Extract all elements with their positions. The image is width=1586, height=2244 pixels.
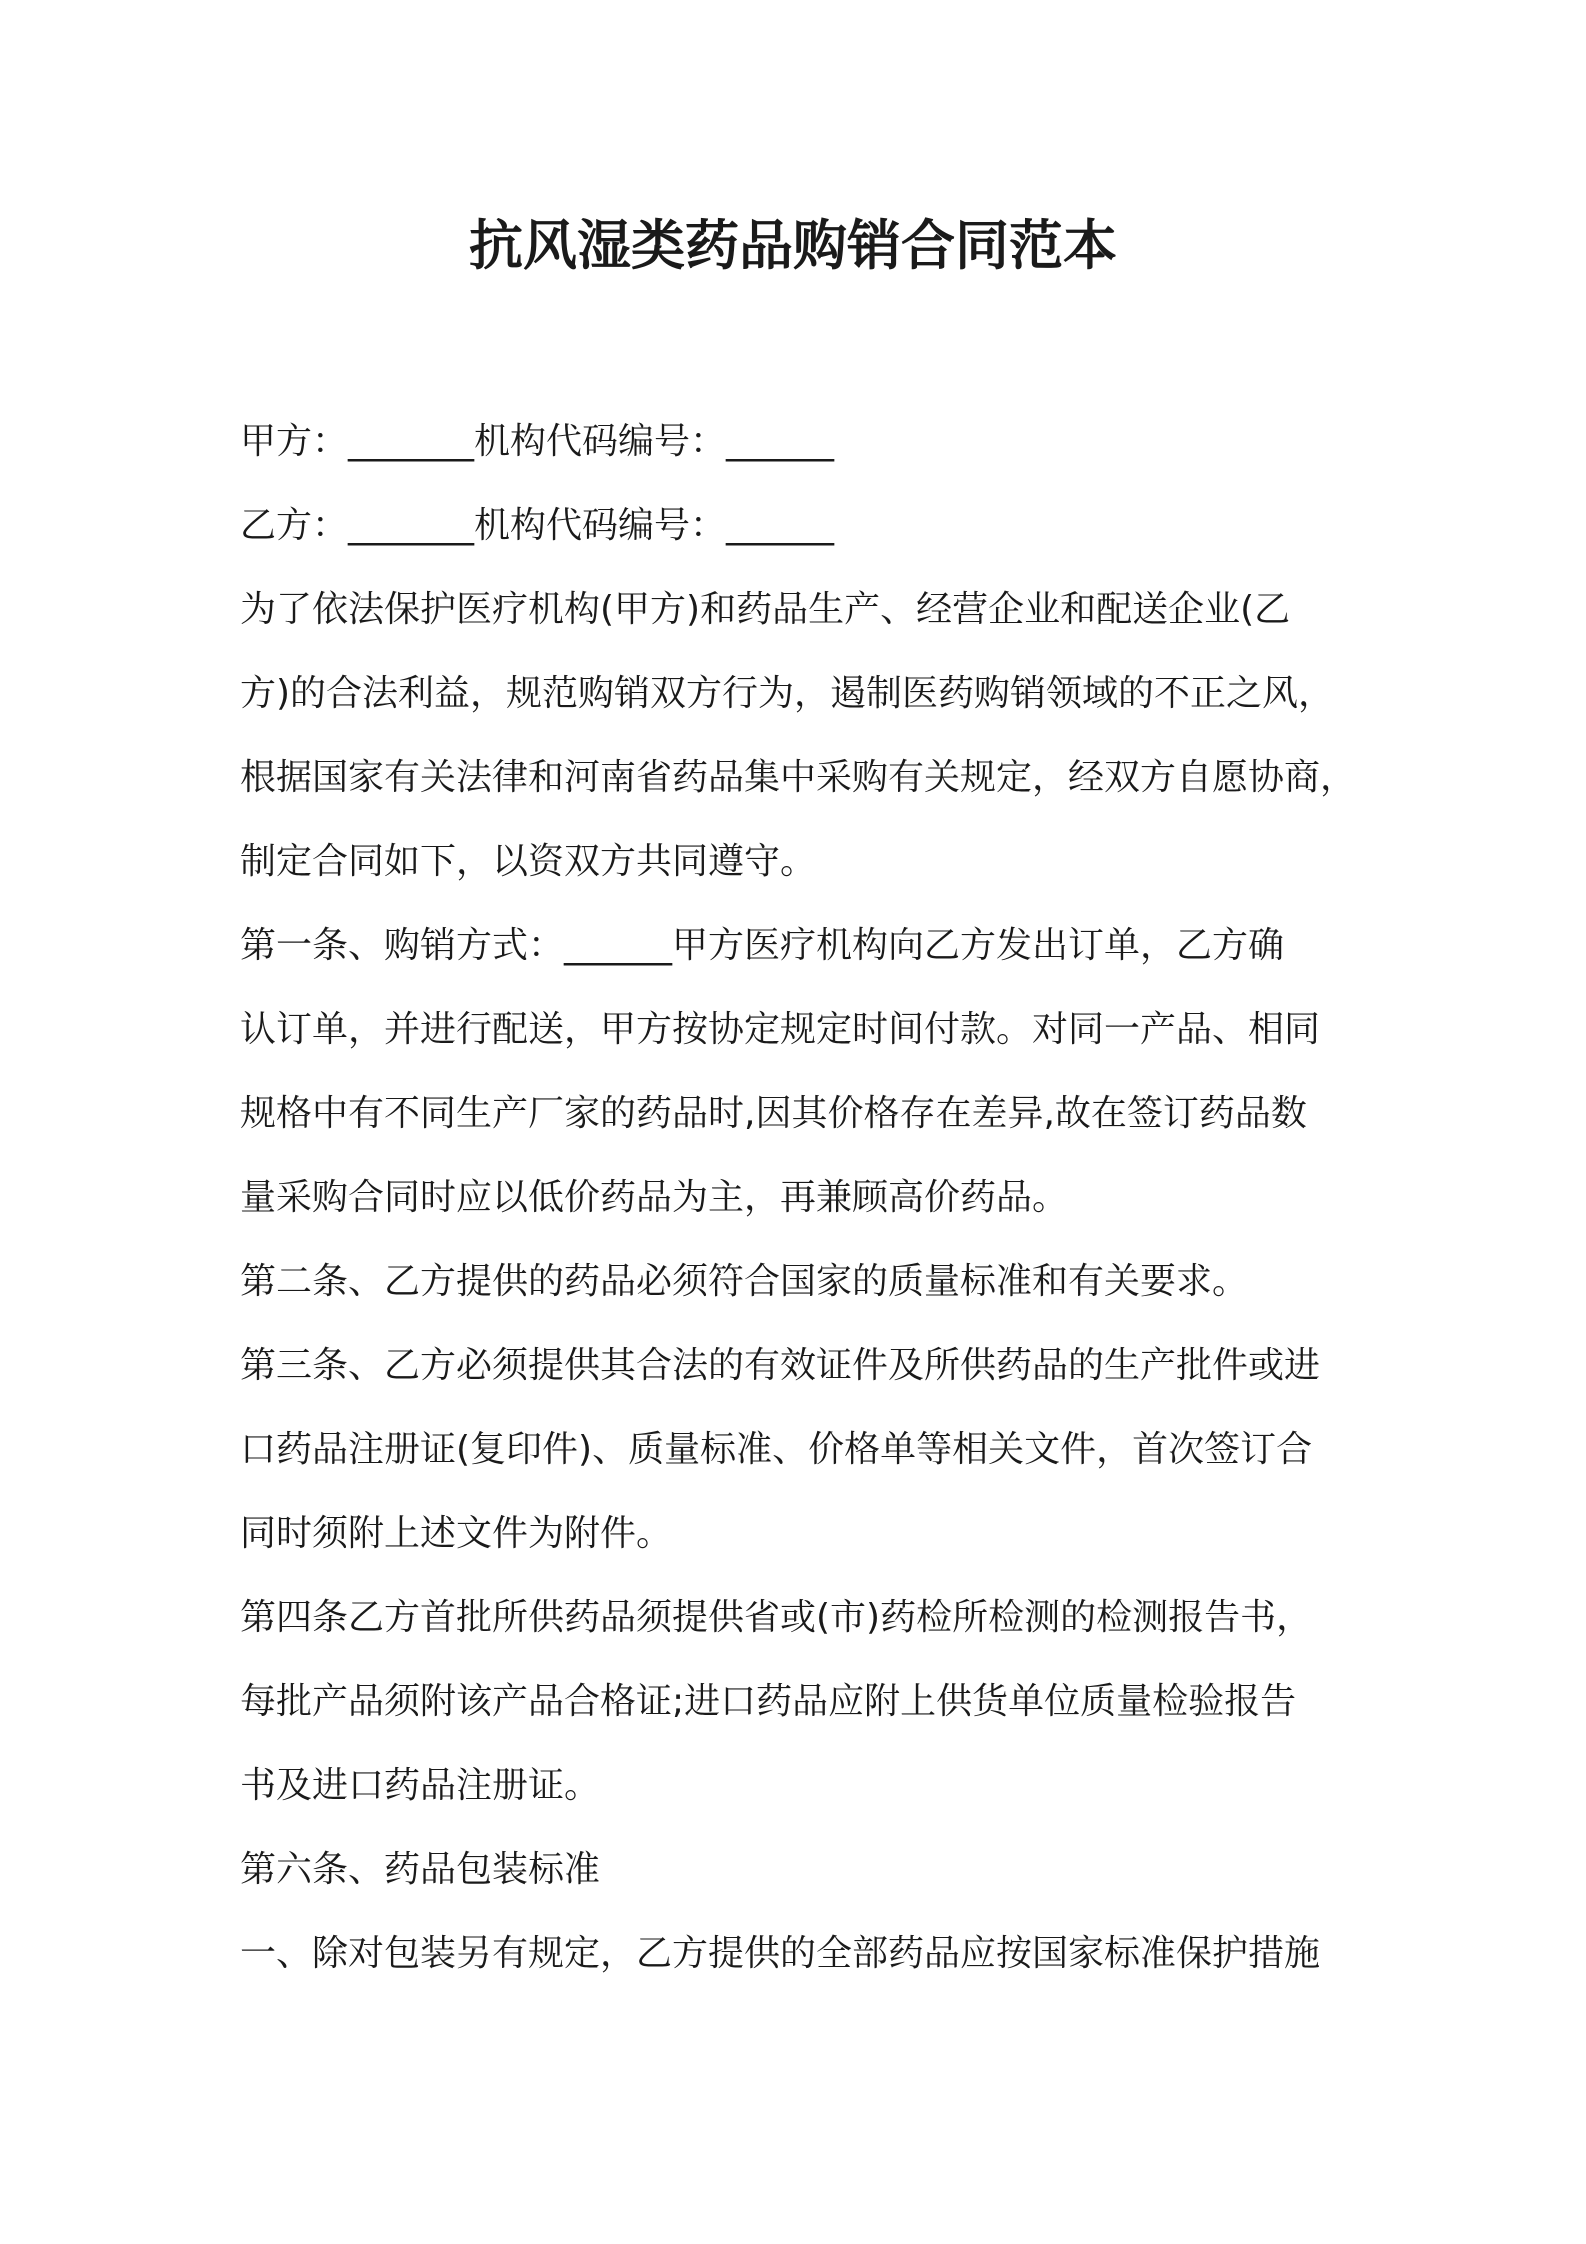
article-2-line-1: 第二条、乙方提供的药品必须符合国家的质量标准和有关要求。	[240, 1261, 1249, 1302]
preamble-line-1: 为了依法保护医疗机构(甲方)和药品生产、经营企业和配送企业(乙	[240, 589, 1291, 630]
article-3-line-1: 第三条、乙方必须提供其合法的有效证件及所供药品的生产批件或进	[240, 1345, 1321, 1386]
preamble-line-2: 方)的合法利益，规范购销双方行为，遏制医药购销领域的不正之风，	[240, 673, 1335, 714]
preamble-line-3: 根据国家有关法律和河南省药品集中采购有关规定，经双方自愿协商，	[240, 757, 1357, 798]
party-b-line: 乙方：_______机构代码编号：______	[240, 505, 835, 546]
article-1-line-3: 规格中有不同生产厂家的药品时,因其价格存在差异,故在签订药品数	[240, 1093, 1307, 1134]
document-body	[240, 400, 1370, 1996]
article-3-line-2: 口药品注册证(复印件)、质量标准、价格单等相关文件，首次签订合	[240, 1429, 1313, 1470]
article-4-line-3: 书及进口药品注册证。	[240, 1765, 601, 1806]
preamble-line-4: 制定合同如下，以资双方共同遵守。	[240, 841, 817, 882]
article-4-line-2: 每批产品须附该产品合格证;进口药品应附上供货单位质量检验报告	[240, 1681, 1297, 1722]
article-6-heading: 第六条、药品包装标准	[240, 1849, 601, 1890]
document-title: 抗风湿类药品购销合同范本	[469, 214, 1117, 277]
article-6-clause-1-line-1: 一、除对包装另有规定，乙方提供的全部药品应按国家标准保护措施	[240, 1933, 1321, 1974]
article-1-line-4: 量采购合同时应以低价药品为主，再兼顾高价药品。	[240, 1177, 1069, 1218]
article-3-line-3: 同时须附上述文件为附件。	[240, 1513, 673, 1554]
article-1-line-2: 认订单，并进行配送，甲方按协定规定时间付款。对同一产品、相同	[240, 1009, 1321, 1050]
article-1-line-1: 第一条、购销方式：______甲方医疗机构向乙方发出订单，乙方确	[240, 925, 1285, 966]
article-4-line-1: 第四条乙方首批所供药品须提供省或(市)药检所检测的检测报告书，	[240, 1597, 1313, 1638]
party-a-line: 甲方：_______机构代码编号：______	[240, 421, 835, 462]
